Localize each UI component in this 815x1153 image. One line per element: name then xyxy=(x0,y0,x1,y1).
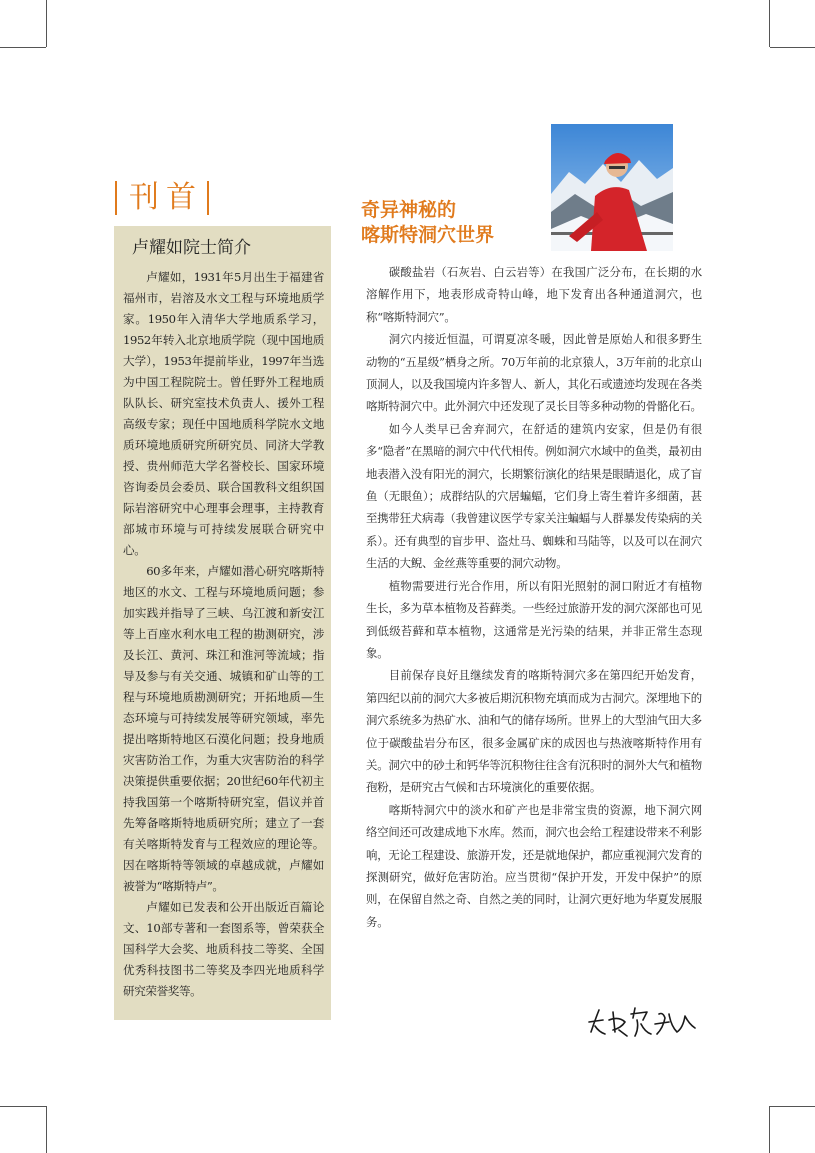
article-title xyxy=(361,198,494,248)
signature-graphic xyxy=(585,1002,703,1040)
article-paragraph: 碳酸盐岩（石灰岩、白云岩等）在我国广泛分布，在长期的水溶解作用下，地表形成奇特山峰，地下发育出各种通道洞穴，也称“喀斯特洞穴”。 xyxy=(366,265,702,324)
article-paragraph: 如今人类早已舍弃洞穴，在舒适的建筑内安家，但是仍有很多“隐者”在黑暗的洞穴中代代相传。例如洞穴水域中的鱼类，最初由地表潜入没有阳光的洞穴，长期繁衍演化的结果是眼睛退化，成了盲鱼（无眼鱼）；成群结队的穴居蝙蝠，它们身上寄生着许多细菌，甚至携带狂犬病毒（我曾建议医学专家关注蝙蝠与人群暴发传染病的关系）。还有典型的盲步甲、盗灶马、蜘蛛和马陆等，以及可以在洞穴生活的大鲵、金丝燕等重要的洞穴动物。 xyxy=(366,421,702,571)
crop-mark xyxy=(770,1106,815,1107)
bio-paragraph: 60多年来，卢耀如潜心研究喀斯特地区的水文、工程与环境地质问题；参加实践并指导了三峡、乌江渡和新安江等上百座水利水电工程的勘测研究，涉及长江、黄河、珠江和淮河等流域；指导及参与有关交通、城镇和矿山等的工程与环境地质勘测研究；开拓地质—生态环境与可持续发展等研究领域，率先提出喀斯特地区石漠化问题；投身地质灾害防治工作，为重大灾害防治的科学决策提供重要依据；20世纪60年代初主持我国第一个喀斯特研究室，倡议并首先筹备喀斯特地质研究所；建立了一套有关喀斯特发育与工程效应的理论等。因在喀斯特等领域的卓越成就，卢耀如被誉为“喀斯特卢”。 xyxy=(123,564,324,893)
crop-mark xyxy=(769,1106,770,1153)
crop-mark xyxy=(769,0,770,47)
crop-mark xyxy=(46,0,47,47)
crop-mark xyxy=(46,1106,47,1153)
bio-sidebar xyxy=(114,226,331,1020)
crop-mark xyxy=(0,1106,46,1107)
article-paragraph: 喀斯特洞穴中的淡水和矿产也是非常宝贵的资源，地下洞穴网络空间还可改建成地下水库。然而，洞穴也会给工程建设带来不利影响，无论工程建设、旅游开发，还是就地保护，都应重视洞穴发育的探测研究，做好危害防治。应当贯彻“保护开发，开发中保护”的原则，在保留自然之奇、自然之美的同时，让洞穴更好地为华夏发展服务。 xyxy=(366,802,702,929)
article-paragraph: 植物需要进行光合作用，所以有阳光照射的洞口附近才有植物生长，多为草本植物及苔藓类。一些经过旅游开发的洞穴深部也可见到低级苔藓和草本植物，这通常是光污染的结果，并非正常生态现象。 xyxy=(366,578,702,660)
bio-paragraph: 卢耀如已发表和公开出版近百篇论文、10部专著和一套图系等，曾荣获全国科学大会奖、地质科技二等奖、全国优秀科技图书二等奖及李四光地质科学研究荣誉奖等。 xyxy=(123,900,324,998)
article-paragraph: 目前保存良好且继续发育的喀斯特洞穴多在第四纪开始发育，第四纪以前的洞穴大多被后期沉积物充填而成为古洞穴。深埋地下的洞穴系统多为热矿水、油和气的储存场所。世界上的大型油气田大多位于碳酸盐岩分布区，很多金属矿床的成因也与热液喀斯特作用有关。洞穴中的砂土和钙华等沉积物往往含有沉积时的洞外大气和植物孢粉，是研究古气候和古环境演化的重要依据。 xyxy=(366,668,702,795)
article-paragraph: 洞穴内接近恒温，可谓夏凉冬暖，因此曾是原始人和很多野生动物的“五星级”栖身之所。70万年前的北京猿人，3万年前的北京山顶洞人，以及我国境内许多智人、新人，其化石或遗迹均发现在各类喀斯特洞穴中。此外洞穴中还发现了灵长目等多种动物的骨骼化石。 xyxy=(366,332,702,414)
article-body xyxy=(366,261,702,933)
crop-mark xyxy=(0,47,46,48)
bio-paragraph: 卢耀如，1931年5月出生于福建省福州市，岩溶及水文工程与环境地质学家。1950年入清华大学地质系学习，1952年转入北京地质学院（现中国地质大学），1953年提前毕业，1997年当选为中国工程院院士。曾任野外工程地质队队长、研究室技术负责人、援外工程高级专家；现任中国地质科学院水文地质环境地质研究所研究员、同济大学教授、贵州师范大学名誉校长、国家环境咨询委员会委员、联合国教科文组织国际岩溶研究中心理事会理事，主持教育部城市环境与可持续发展联合研究中心。 xyxy=(123,270,324,557)
handwritten-signature-icon xyxy=(585,1002,703,1040)
bio-title: 卢耀如院士简介 xyxy=(132,238,251,258)
section-header xyxy=(115,180,209,216)
portrait-photo-icon xyxy=(551,124,673,251)
article-title-line: 喀斯特洞穴世界 xyxy=(361,224,495,246)
section-label: 刊首 xyxy=(129,180,203,215)
header-bar-right xyxy=(207,181,209,215)
article-title-line: 奇异神秘的 xyxy=(361,199,457,221)
crop-mark xyxy=(770,47,815,48)
portrait-photo-graphic xyxy=(551,124,673,251)
